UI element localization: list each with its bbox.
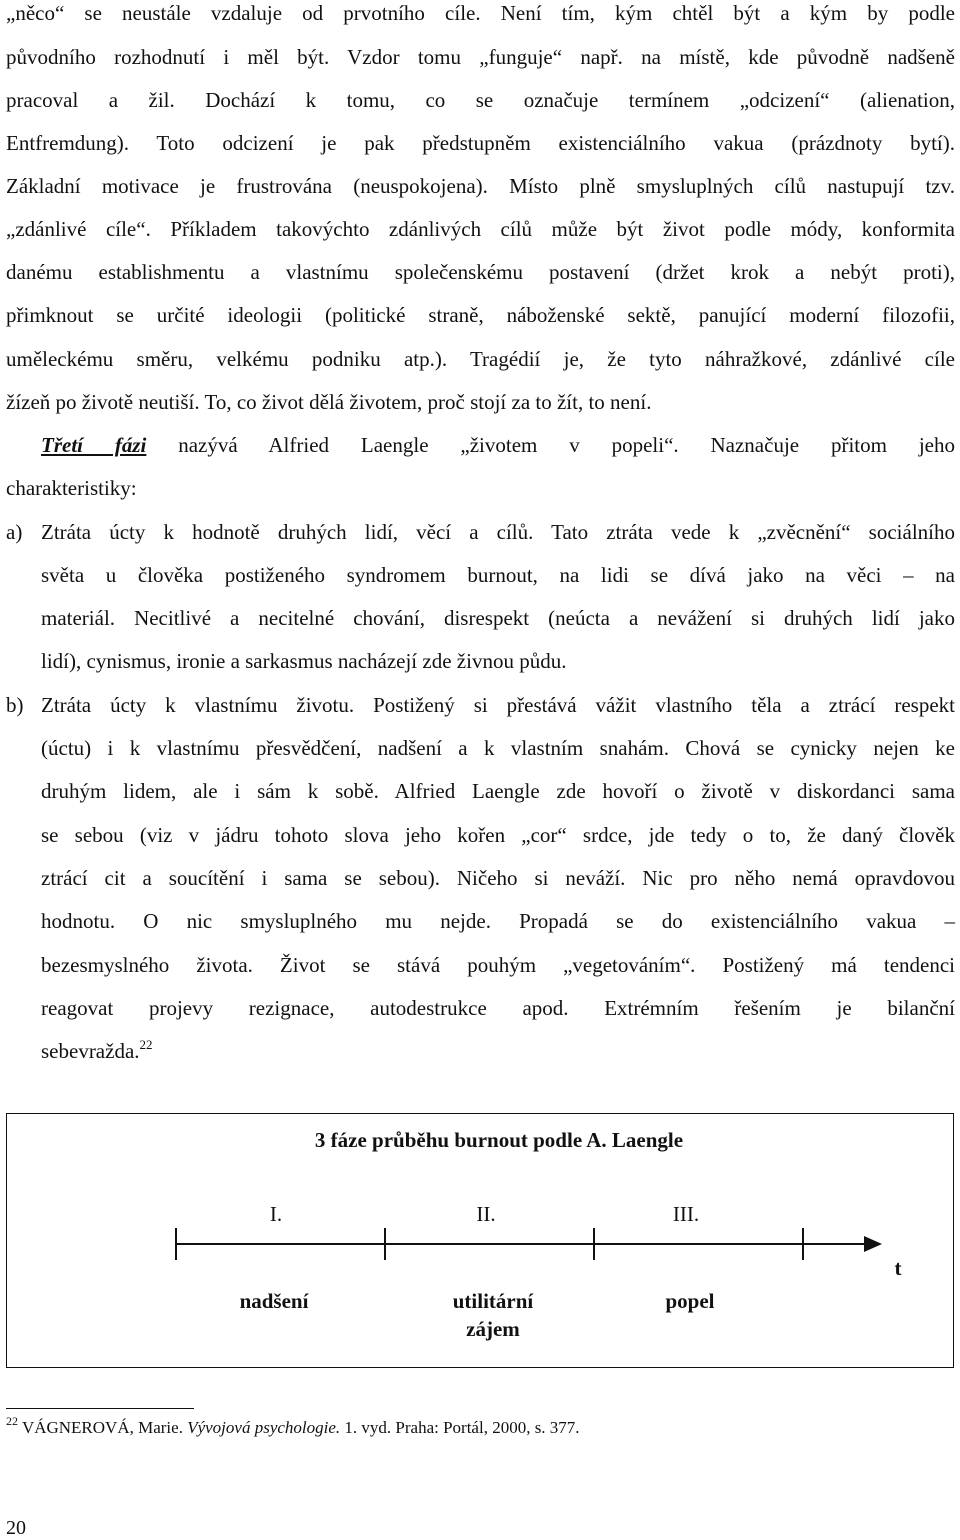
- phase-label: popel: [665, 1289, 715, 1313]
- paragraph2-line: [41, 433, 955, 457]
- paragraph1-line: „něco“ se neustále vzdaluje od prvotního cíle. Není tím, kým chtěl být a kým by podle: [6, 1, 955, 25]
- timeline-tick: [175, 1228, 177, 1260]
- diagram-title: 3 fáze průběhu burnout podle A. Laengle: [314, 1128, 684, 1152]
- list-item-line: světa u člověka postiženého syndromem burnout, na lidi se dívá jako na věci – na: [41, 563, 955, 587]
- list-item-line: bezesmyslného života. Život se stává pouhým „vegetováním“. Postižený má tendenci: [41, 953, 955, 977]
- list-item-line: se sebou (viz v jádru tohoto slova jeho kořen „cor“ srdce, jde tedy o to, že daný člověk: [41, 823, 955, 847]
- list-item-text: sebevražda.: [41, 1039, 140, 1063]
- list-item-line: materiál. Necitlivé a necitelné chování, disrespekt (neúcta a nevážení si druhých lidí jako: [41, 606, 955, 630]
- phase-emphasis: Třetí fázi: [41, 433, 147, 457]
- paragraph1-line: původního rozhodnutí i měl být. Vzdor tomu „funguje“ např. na místě, kde původně nadšeně: [6, 45, 955, 69]
- paragraph1-line: uměleckému směru, velkému podniku atp.). Tragédií je, že tyto náhražkové, zdánlivé cíle: [6, 347, 955, 371]
- phase-label-line: zájem: [466, 1317, 520, 1341]
- paragraph1-line: přimknout se určité ideologii (politické straně, náboženské sektě, panující moderní filozofii,: [6, 303, 955, 327]
- footnote: [6, 1414, 580, 1438]
- footnote-reference: 22: [139, 1037, 153, 1052]
- list-item-line: hodnotu. O nic smysluplného mu nejde. Propadá se do existenciálního vakua –: [41, 909, 955, 933]
- list-item-line: (úctu) i k vlastnímu přesvědčení, nadšení a k vlastním snahám. Chová se cynicky nejen ke: [41, 736, 955, 760]
- phase-label-line: utilitární: [452, 1289, 534, 1313]
- paragraph1-line: danému establishmentu a vlastnímu společenskému postavení (držet krok a nebýt proti),: [6, 260, 955, 284]
- paragraph2-line: charakteristiky:: [6, 476, 137, 500]
- phase-numeral: II.: [476, 1202, 496, 1226]
- page-number: 20: [6, 1517, 26, 1539]
- timeline-axis-label: t: [894, 1256, 902, 1280]
- list-item-line: Ztráta úcty k vlastnímu životu. Postižený si přestává vážit vlastního těla a ztrácí respekt: [41, 693, 955, 717]
- phase-label: [413, 1287, 573, 1343]
- paragraph1-line: Základní motivace je frustrována (neuspokojena). Místo plně smysluplných cílů nastupují tzv.: [6, 174, 955, 198]
- paragraph1-line: Entfremdung). Toto odcizení je pak předstupněm existenciálního vakua (prázdnoty bytí).: [6, 131, 955, 155]
- phase-numeral: III.: [672, 1202, 700, 1226]
- list-item-line: Ztráta úcty k hodnotě druhých lidí, věcí a cílů. Tato ztráta vede k „zvěcnění“ sociálního: [41, 520, 955, 544]
- footnote-title: Vývojová psychologie.: [187, 1418, 341, 1437]
- footnote-number: 22: [6, 1414, 18, 1428]
- timeline-tick: [384, 1228, 386, 1260]
- footnote-author: VÁGNEROVÁ, Marie.: [18, 1418, 188, 1437]
- timeline-axis: [176, 1243, 870, 1245]
- list-item-line: reagovat projevy rezignace, autodestrukce apod. Extrémním řešením je bilanční: [41, 996, 955, 1020]
- list-item-line: druhým lidem, ale i sám k sobě. Alfried Laengle zde hovoří o životě v diskordanci sama: [41, 779, 955, 803]
- paragraph2-text: nazývá Alfried Laengle „životem v popeli“. Naznačuje přitom jeho: [146, 433, 955, 457]
- list-item-line: lidí), cynismus, ironie a sarkasmus nacházejí zde živnou půdu.: [41, 649, 567, 673]
- timeline-arrow-icon: [864, 1236, 884, 1252]
- paragraph1-last-line: žízeň po životě neutiší. To, co život dělá životem, proč stojí za to žít, to není.: [6, 390, 652, 414]
- timeline-tick: [593, 1228, 595, 1260]
- list-item-line: [41, 1039, 153, 1063]
- phase-numeral: I.: [269, 1202, 283, 1226]
- list-marker: a): [6, 520, 23, 544]
- footnote-separator: [6, 1408, 194, 1409]
- paragraph1-line: „zdánlivé cíle“. Příkladem takovýchto zdánlivých cílů může být život podle módy, konformita: [6, 217, 955, 241]
- list-item-line: ztrácí cit a soucítění i sama se sebou). Ničeho si neváží. Nic pro něho nemá opravdovou: [41, 866, 955, 890]
- list-marker: b): [6, 693, 24, 717]
- paragraph1-line: pracoval a žil. Dochází k tomu, co se označuje termínem „odcizení“ (alienation,: [6, 88, 955, 112]
- phase-label: nadšení: [239, 1289, 309, 1313]
- footnote-publication: 1. vyd. Praha: Portál, 2000, s. 377.: [340, 1418, 580, 1437]
- timeline-tick: [802, 1228, 804, 1260]
